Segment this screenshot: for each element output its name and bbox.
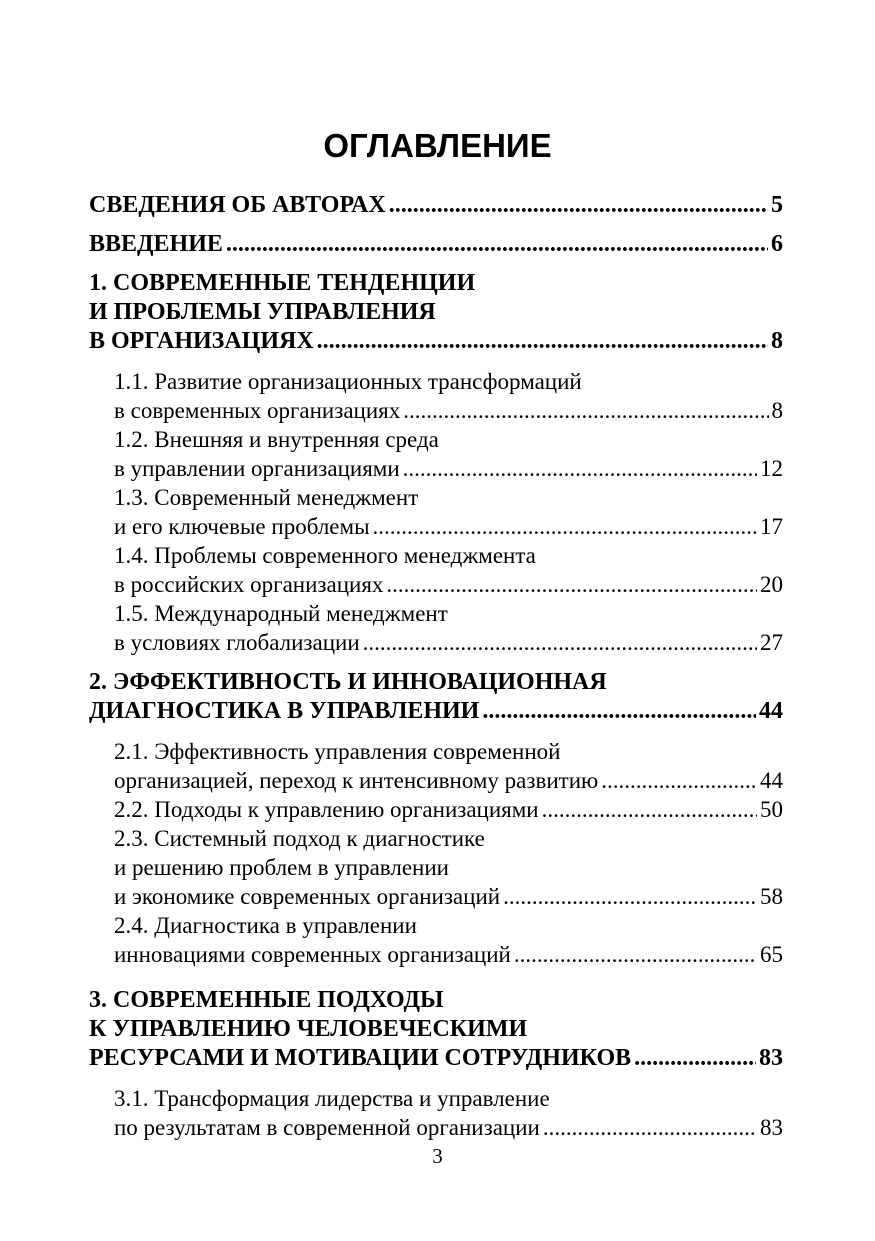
- toc-entry-section-1-5[interactable]: [114, 599, 783, 657]
- toc-entry-section-1-1[interactable]: [114, 367, 783, 425]
- page-ref: 8: [771, 398, 783, 423]
- entry-title-line: и решению проблем в управлении: [114, 855, 449, 880]
- page-ref: 5: [771, 192, 783, 218]
- dot-leader: [542, 795, 757, 824]
- toc-entry-section-1-2[interactable]: [114, 425, 783, 483]
- page-ref: 58: [760, 884, 783, 909]
- entry-title-line: 3. СОВРЕМЕННЫЕ ПОДХОДЫ: [89, 987, 444, 1013]
- entry-title: 2.2. Подходы к управлению организациями: [114, 797, 539, 822]
- dot-leader: [363, 628, 757, 657]
- dot-leader: [514, 940, 757, 969]
- toc-entry-chapter-1[interactable]: [89, 269, 783, 356]
- page-ref: 17: [760, 514, 783, 539]
- entry-title: инновациями современных организаций: [114, 942, 511, 967]
- dot-leader: [373, 512, 757, 541]
- dot-leader: [543, 1113, 757, 1142]
- entry-title: по результатам в современной организации: [114, 1115, 540, 1140]
- entry-title: в условиях глобализации: [114, 630, 360, 655]
- toc-heading: ОГЛАВЛЕНИЕ: [323, 127, 552, 164]
- entry-title: ДИАГНОСТИКА В УПРАВЛЕНИИ: [89, 698, 480, 724]
- entry-title-line: 3.1. Трансформация лидерства и управление: [114, 1086, 550, 1111]
- entry-title-line: 1.3. Современный менеджмент: [114, 485, 419, 510]
- dot-leader: [634, 1044, 756, 1073]
- entry-title: организацией, переход к интенсивному развитию: [114, 768, 599, 793]
- page-ref: 44: [759, 698, 783, 724]
- page-ref: 83: [759, 1045, 783, 1071]
- toc-entry-chapter-2[interactable]: [89, 668, 783, 726]
- page-ref: 6: [771, 231, 783, 257]
- dot-leader: [317, 327, 768, 356]
- toc-entry-section-2-1[interactable]: [114, 737, 783, 795]
- entry-title-line: 1.5. Международный менеджмент: [114, 601, 448, 626]
- toc-entry-authors[interactable]: [89, 191, 783, 220]
- dot-leader: [482, 697, 756, 726]
- page-ref: 8: [771, 328, 783, 354]
- page-ref: 20: [760, 572, 783, 597]
- page-ref: 27: [760, 630, 783, 655]
- entry-title-line: 1.1. Развитие организационных трансформаций: [114, 369, 582, 394]
- entry-title: и его ключевые проблемы: [114, 514, 370, 539]
- entry-title: в современных организациях: [114, 398, 401, 423]
- table-of-contents: [89, 191, 783, 1142]
- page-ref: 65: [760, 942, 783, 967]
- dot-leader: [601, 766, 757, 795]
- dot-leader: [403, 454, 757, 483]
- dot-leader: [389, 191, 768, 220]
- entry-title-line: 1.4. Проблемы современного менеджмента: [114, 543, 536, 568]
- dot-leader: [226, 230, 768, 259]
- page-ref: 12: [760, 456, 783, 481]
- entry-title-line: И ПРОБЛЕМЫ УПРАВЛЕНИЯ: [89, 299, 436, 325]
- toc-entry-introduction[interactable]: [89, 230, 783, 259]
- entry-title-line: 2.4. Диагностика в управлении: [114, 913, 417, 938]
- entry-title: РЕСУРСАМИ И МОТИВАЦИИ СОТРУДНИКОВ: [89, 1045, 632, 1071]
- entry-title-line: 1.2. Внешняя и внутренняя среда: [114, 427, 439, 452]
- entry-title: в управлении организациями: [114, 456, 400, 481]
- entry-title-line: 2.1. Эффективность управления современной: [114, 739, 561, 764]
- toc-entry-section-2-4[interactable]: [114, 911, 783, 969]
- entry-title: в российских организациях: [114, 572, 384, 597]
- toc-entry-section-3-1[interactable]: [114, 1084, 783, 1142]
- entry-title-line: 1. СОВРЕМЕННЫЕ ТЕНДЕНЦИИ: [89, 270, 476, 296]
- entry-title: ВВЕДЕНИЕ: [89, 231, 223, 257]
- toc-entry-section-2-2[interactable]: [114, 795, 783, 824]
- entry-title: В ОРГАНИЗАЦИЯХ: [89, 328, 314, 354]
- page-ref: 50: [760, 797, 783, 822]
- toc-entry-section-2-3[interactable]: [114, 824, 783, 911]
- page-ref: 83: [760, 1115, 783, 1140]
- entry-title: и экономике современных организаций: [114, 884, 501, 909]
- page-ref: 44: [760, 768, 783, 793]
- entry-title: СВЕДЕНИЯ ОБ АВТОРАХ: [89, 192, 386, 218]
- dot-leader: [386, 570, 757, 599]
- toc-entry-chapter-3[interactable]: [89, 986, 783, 1073]
- dot-leader: [503, 882, 757, 911]
- dot-leader: [403, 396, 768, 425]
- entry-title-line: 2. ЭФФЕКТИВНОСТЬ И ИННОВАЦИОННАЯ: [89, 669, 607, 695]
- page-number: 3: [432, 1144, 443, 1168]
- entry-title-line: К УПРАВЛЕНИЮ ЧЕЛОВЕЧЕСКИМИ: [89, 1016, 528, 1042]
- toc-entry-section-1-4[interactable]: [114, 541, 783, 599]
- entry-title-line: 2.3. Системный подход к диагностике: [114, 826, 485, 851]
- toc-entry-section-1-3[interactable]: [114, 483, 783, 541]
